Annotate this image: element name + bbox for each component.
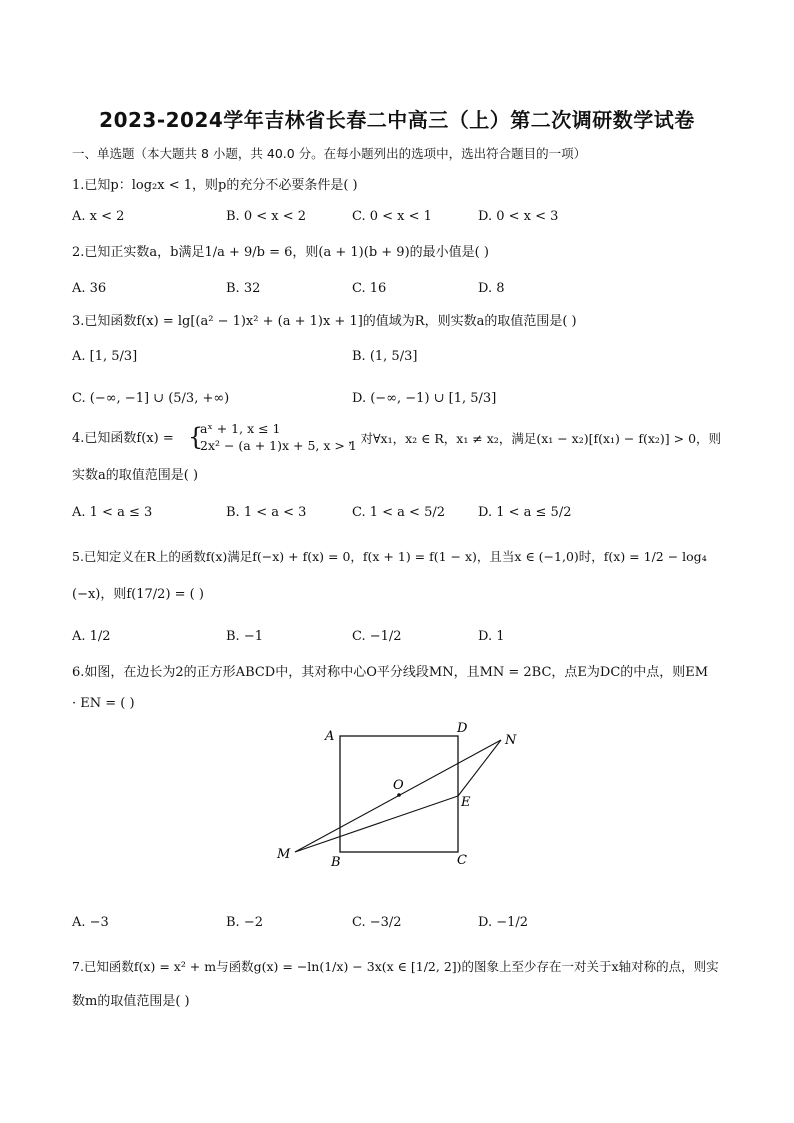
q1-option-d: D. 0 < x < 3	[478, 209, 559, 224]
q1-option-c: C. 0 < x < 1	[352, 209, 432, 224]
label-a: A	[325, 729, 335, 744]
q3-option-d: D. (−∞, −1) ∪ [1, 5/3]	[352, 391, 497, 406]
q4-piecewise-case-1: aˣ + 1, x ≤ 1	[200, 421, 281, 436]
q5-option-b: B. −1	[226, 629, 263, 644]
q6-option-b: B. −2	[226, 915, 263, 930]
question-5-stem-end: (−x)，则f(17/2) = ( )	[72, 587, 204, 602]
question-2-stem: 2.已知正实数a，b满足1/a + 9/b = 6，则(a + 1)(b + 9)的最小值是( )	[72, 245, 489, 260]
section-header: 一、单选题（本大题共 8 小题，共 40.0 分。在每小题列出的选项中，选出符合题目的一项）	[72, 146, 587, 161]
label-b: B	[331, 855, 341, 870]
q4-option-b: B. 1 < a < 3	[226, 505, 307, 520]
question-4-stem-cont: ，对∀x₁，x₂ ∈ R，x₁ ≠ x₂，满足(x₁ − x₂)[f(x₁) − f(x₂)] > 0，则	[348, 431, 722, 446]
label-m: M	[277, 847, 291, 862]
q2-option-c: C. 16	[352, 281, 387, 296]
q4-option-c: C. 1 < a < 5/2	[352, 505, 446, 520]
q3-option-c: C. (−∞, −1] ∪ (5/3, +∞)	[72, 391, 230, 406]
q6-option-c: C. −3/2	[352, 915, 402, 930]
q5-option-a: A. 1/2	[72, 629, 111, 644]
question-6-stem: 6.如图，在边长为2的正方形ABCD中，其对称中心O平分线段MN，且MN = 2BC，点E为DC的中点，则EM	[72, 665, 709, 680]
question-4-stem-start: 4.已知函数f(x) =	[72, 431, 174, 446]
q1-option-a: A. x < 2	[72, 209, 125, 224]
label-c: C	[457, 853, 467, 868]
q4-option-d: D. 1 < a ≤ 5/2	[478, 505, 572, 520]
question-6-stem-end: · EN = ( )	[72, 696, 135, 711]
geometry-figure	[265, 718, 535, 870]
question-3-stem: 3.已知函数f(x) = lg[(a² − 1)x² + (a + 1)x + 1]的值域为R，则实数a的取值范围是( )	[72, 314, 577, 329]
q2-option-a: A. 36	[72, 281, 107, 296]
q2-option-d: D. 8	[478, 281, 505, 296]
center-point-o	[397, 793, 401, 797]
q2-option-b: B. 32	[226, 281, 261, 296]
piecewise-brace: {	[188, 423, 204, 451]
q4-option-a: A. 1 < a ≤ 3	[72, 505, 153, 520]
exam-title: 2023-2024学年吉林省长春二中高三（上）第二次调研数学试卷	[99, 108, 695, 132]
q6-option-a: A. −3	[72, 915, 109, 930]
label-e: E	[461, 795, 471, 810]
label-d: D	[457, 721, 468, 736]
question-1-stem: 1.已知p：log₂x < 1，则p的充分不必要条件是( )	[72, 178, 358, 193]
q1-option-b: B. 0 < x < 2	[226, 209, 307, 224]
q4-piecewise-case-2: 2x² − (a + 1)x + 5, x > 1	[200, 438, 357, 453]
q5-option-d: D. 1	[478, 629, 505, 644]
label-n: N	[505, 733, 517, 748]
q3-option-a: A. [1, 5/3]	[72, 349, 138, 364]
q6-option-d: D. −1/2	[478, 915, 529, 930]
label-o: O	[393, 778, 404, 793]
question-7-stem-end: 数m的取值范围是( )	[72, 994, 190, 1009]
segment-me	[295, 796, 458, 852]
q3-option-b: B. (1, 5/3]	[352, 349, 418, 364]
q5-option-c: C. −1/2	[352, 629, 402, 644]
question-7-stem: 7.已知函数f(x) = x² + m与函数g(x) = −ln(1/x) − 3x(x ∈ [1/2, 2])的图象上至少存在一对关于x轴对称的点，则实	[72, 959, 719, 974]
question-5-stem: 5.已知定义在R上的函数f(x)满足f(−x) + f(x) = 0，f(x + 1) = f(1 − x)，且当x ∈ (−1,0)时，f(x) = 1/2 − log₄	[72, 549, 707, 564]
segment-en	[458, 740, 501, 796]
question-4-stem-end: 实数a的取值范围是( )	[72, 468, 199, 483]
